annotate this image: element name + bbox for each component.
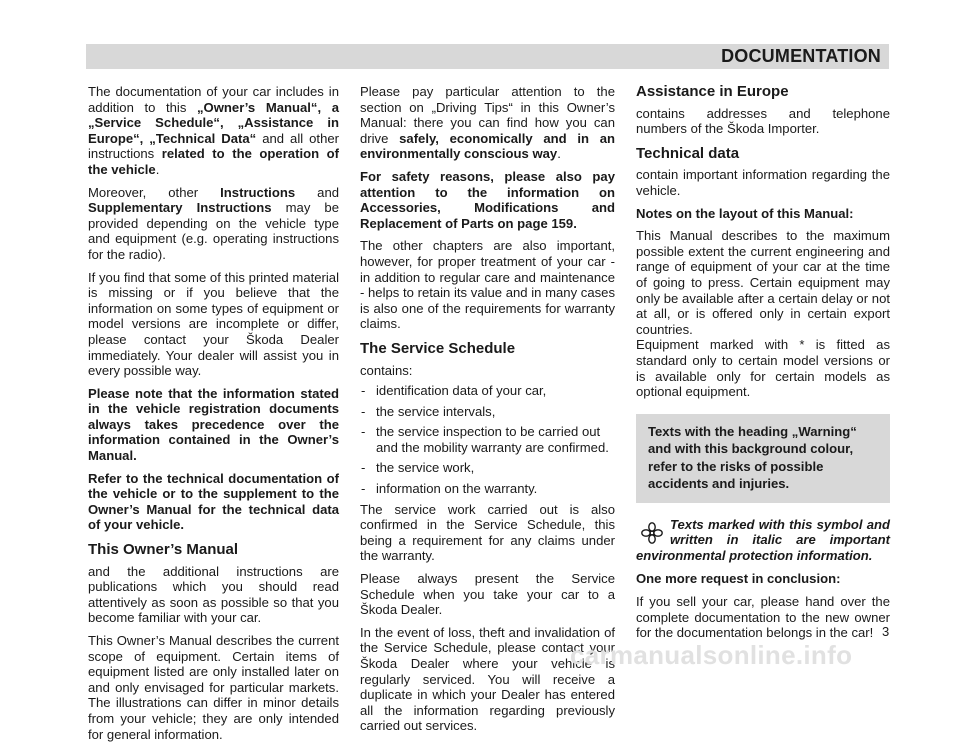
paragraph-loss-theft: In the event of loss, theft and invalidation of the Service Schedule, please contact your Škoda Dealer where your vehicle is regularly serviced. You will receive a duplicate in which your Dealer has entered all the information regarding previously carried out services. bbox=[360, 624, 615, 734]
paragraph-scope: This Owner’s Manual describes the current scope of equipment. Certain items of equipment listed are only installed later on and only envisaged for particular markets. The illustrations can differ in minor details from your vehicle; they are only intended for general information. bbox=[88, 633, 339, 742]
paragraph-registration-note: Please note that the information stated in the vehicle registration documents always takes precedence over the information contained in the Owner’s Manual. bbox=[88, 385, 339, 464]
column-left bbox=[88, 84, 339, 749]
text: Please pay particular attention to the section on „Driving Tips“ in this Owner’s Manual: there you can find how you can drive bbox=[360, 84, 615, 146]
text: may be provided depending on the vehicle type and equipment (e.g. operating instructions for the radio). bbox=[88, 200, 339, 262]
service-list bbox=[360, 383, 615, 497]
watermark: carmanualsonline.info bbox=[570, 640, 853, 670]
contains-label: contains: bbox=[360, 362, 413, 378]
paragraph-manual-describes: This Manual describes to the maximum possible extent the current engineering and range of equipment of your car at the time of going to press. Certain equipment may only be available after a certain delay or not at all, or is offered only in certain export countries. bbox=[636, 228, 890, 337]
header-bar bbox=[86, 44, 889, 69]
heading-request: One more request in conclusion: bbox=[636, 571, 841, 587]
paragraph-technical-docs: Refer to the technical documentation of the vehicle or to the supplement to the Owner’s Manual for the technical data of your vehicle. bbox=[88, 470, 339, 533]
list-item: - information on the warranty. bbox=[360, 481, 615, 497]
list-item: - the service work, bbox=[360, 460, 615, 476]
paragraph-present-schedule: Please always present the Service Schedule when you take your car to a Škoda Dealer. bbox=[360, 571, 615, 618]
paragraph-missing-material: If you find that some of this printed material is missing or if you believe that the information on some types of equipment or model versions are incomplete or differ, please contact your Škoda Dealer immediately. Your dealer will assist you in every possible way. bbox=[88, 269, 339, 379]
paragraph-publications: and the additional instructions are publications which you should read attentively as soon as possible so that you become familiar with your car. bbox=[88, 563, 339, 626]
column-right bbox=[636, 84, 890, 648]
paragraph-sell-car: If you sell your car, please hand over the complete documentation to the new owner for the documentation belongs in the car! bbox=[636, 594, 890, 641]
text-bold: safely, economically and in an environmentally conscious way bbox=[360, 130, 615, 162]
text-bold: Instructions bbox=[220, 184, 296, 200]
text-bold: „Owner’s Manual“, a „Service Schedule“, „Assistance in Europe“, „Technical Data“ bbox=[88, 99, 340, 146]
text-bold: Supplementary Instructions bbox=[88, 200, 272, 216]
heading-notes-layout: Notes on the layout of this Manual: bbox=[636, 205, 854, 221]
list-item: - the service inspection to be carried out and the mobility warranty are confirmed. bbox=[360, 424, 615, 455]
text: The documentation of your car includes in addition to this bbox=[88, 84, 339, 115]
text: and all other instructions bbox=[88, 130, 339, 162]
environment-note bbox=[636, 517, 890, 564]
heading-technical-data: Technical data bbox=[636, 144, 740, 162]
paragraph-assistance: contains addresses and telephone numbers of the Škoda Importer. bbox=[636, 105, 890, 137]
paragraph-instructions bbox=[88, 185, 339, 263]
paragraph-safety-reasons: For safety reasons, please also pay attention to the information on Accessories, Modifications and Replacement of Parts on page 159. bbox=[360, 168, 615, 231]
paragraph-technical: contain important information regarding the vehicle. bbox=[636, 167, 890, 198]
list-item: - the service intervals, bbox=[360, 404, 615, 420]
list-item: - identification data of your car, bbox=[360, 383, 615, 399]
heading-service-schedule: The Service Schedule bbox=[360, 339, 516, 357]
paragraph-intro bbox=[88, 84, 339, 178]
text: and bbox=[295, 184, 340, 200]
paragraph-driving-tips bbox=[360, 84, 615, 162]
paragraph-equipment-marked: Equipment marked with * is fitted as standard only to certain model versions or is available only for certain models as optional equipment. bbox=[636, 337, 890, 400]
environment-text: Texts marked with this symbol and written in italic are important environmental protection information. bbox=[636, 516, 890, 563]
page-title: DOCUMENTATION bbox=[721, 46, 881, 66]
text: Moreover, other bbox=[88, 184, 221, 200]
text: . bbox=[557, 146, 561, 162]
text-bold: related to the operation of the vehicle bbox=[88, 146, 339, 177]
warning-box: Texts with the heading „Warning“ and with this background colour, refer to the risks of possible accidents and injuries. bbox=[636, 414, 890, 503]
page-number: 3 bbox=[882, 624, 890, 639]
environment-flower-icon bbox=[640, 521, 664, 545]
heading-assistance-europe: Assistance in Europe bbox=[636, 83, 789, 100]
paragraph-other-chapters: The other chapters are also important, however, for proper treatment of your car - in addition to regular care and maintenance - helps to retain its value and in many cases is also one of the requirements for warranty claims. bbox=[360, 238, 615, 332]
paragraph-service-work: The service work carried out is also confirmed in the Service Schedule, this being a requirement for any claims under the warranty. bbox=[360, 501, 615, 564]
heading-owners-manual: This Owner’s Manual bbox=[88, 541, 239, 559]
text: . bbox=[155, 161, 160, 177]
